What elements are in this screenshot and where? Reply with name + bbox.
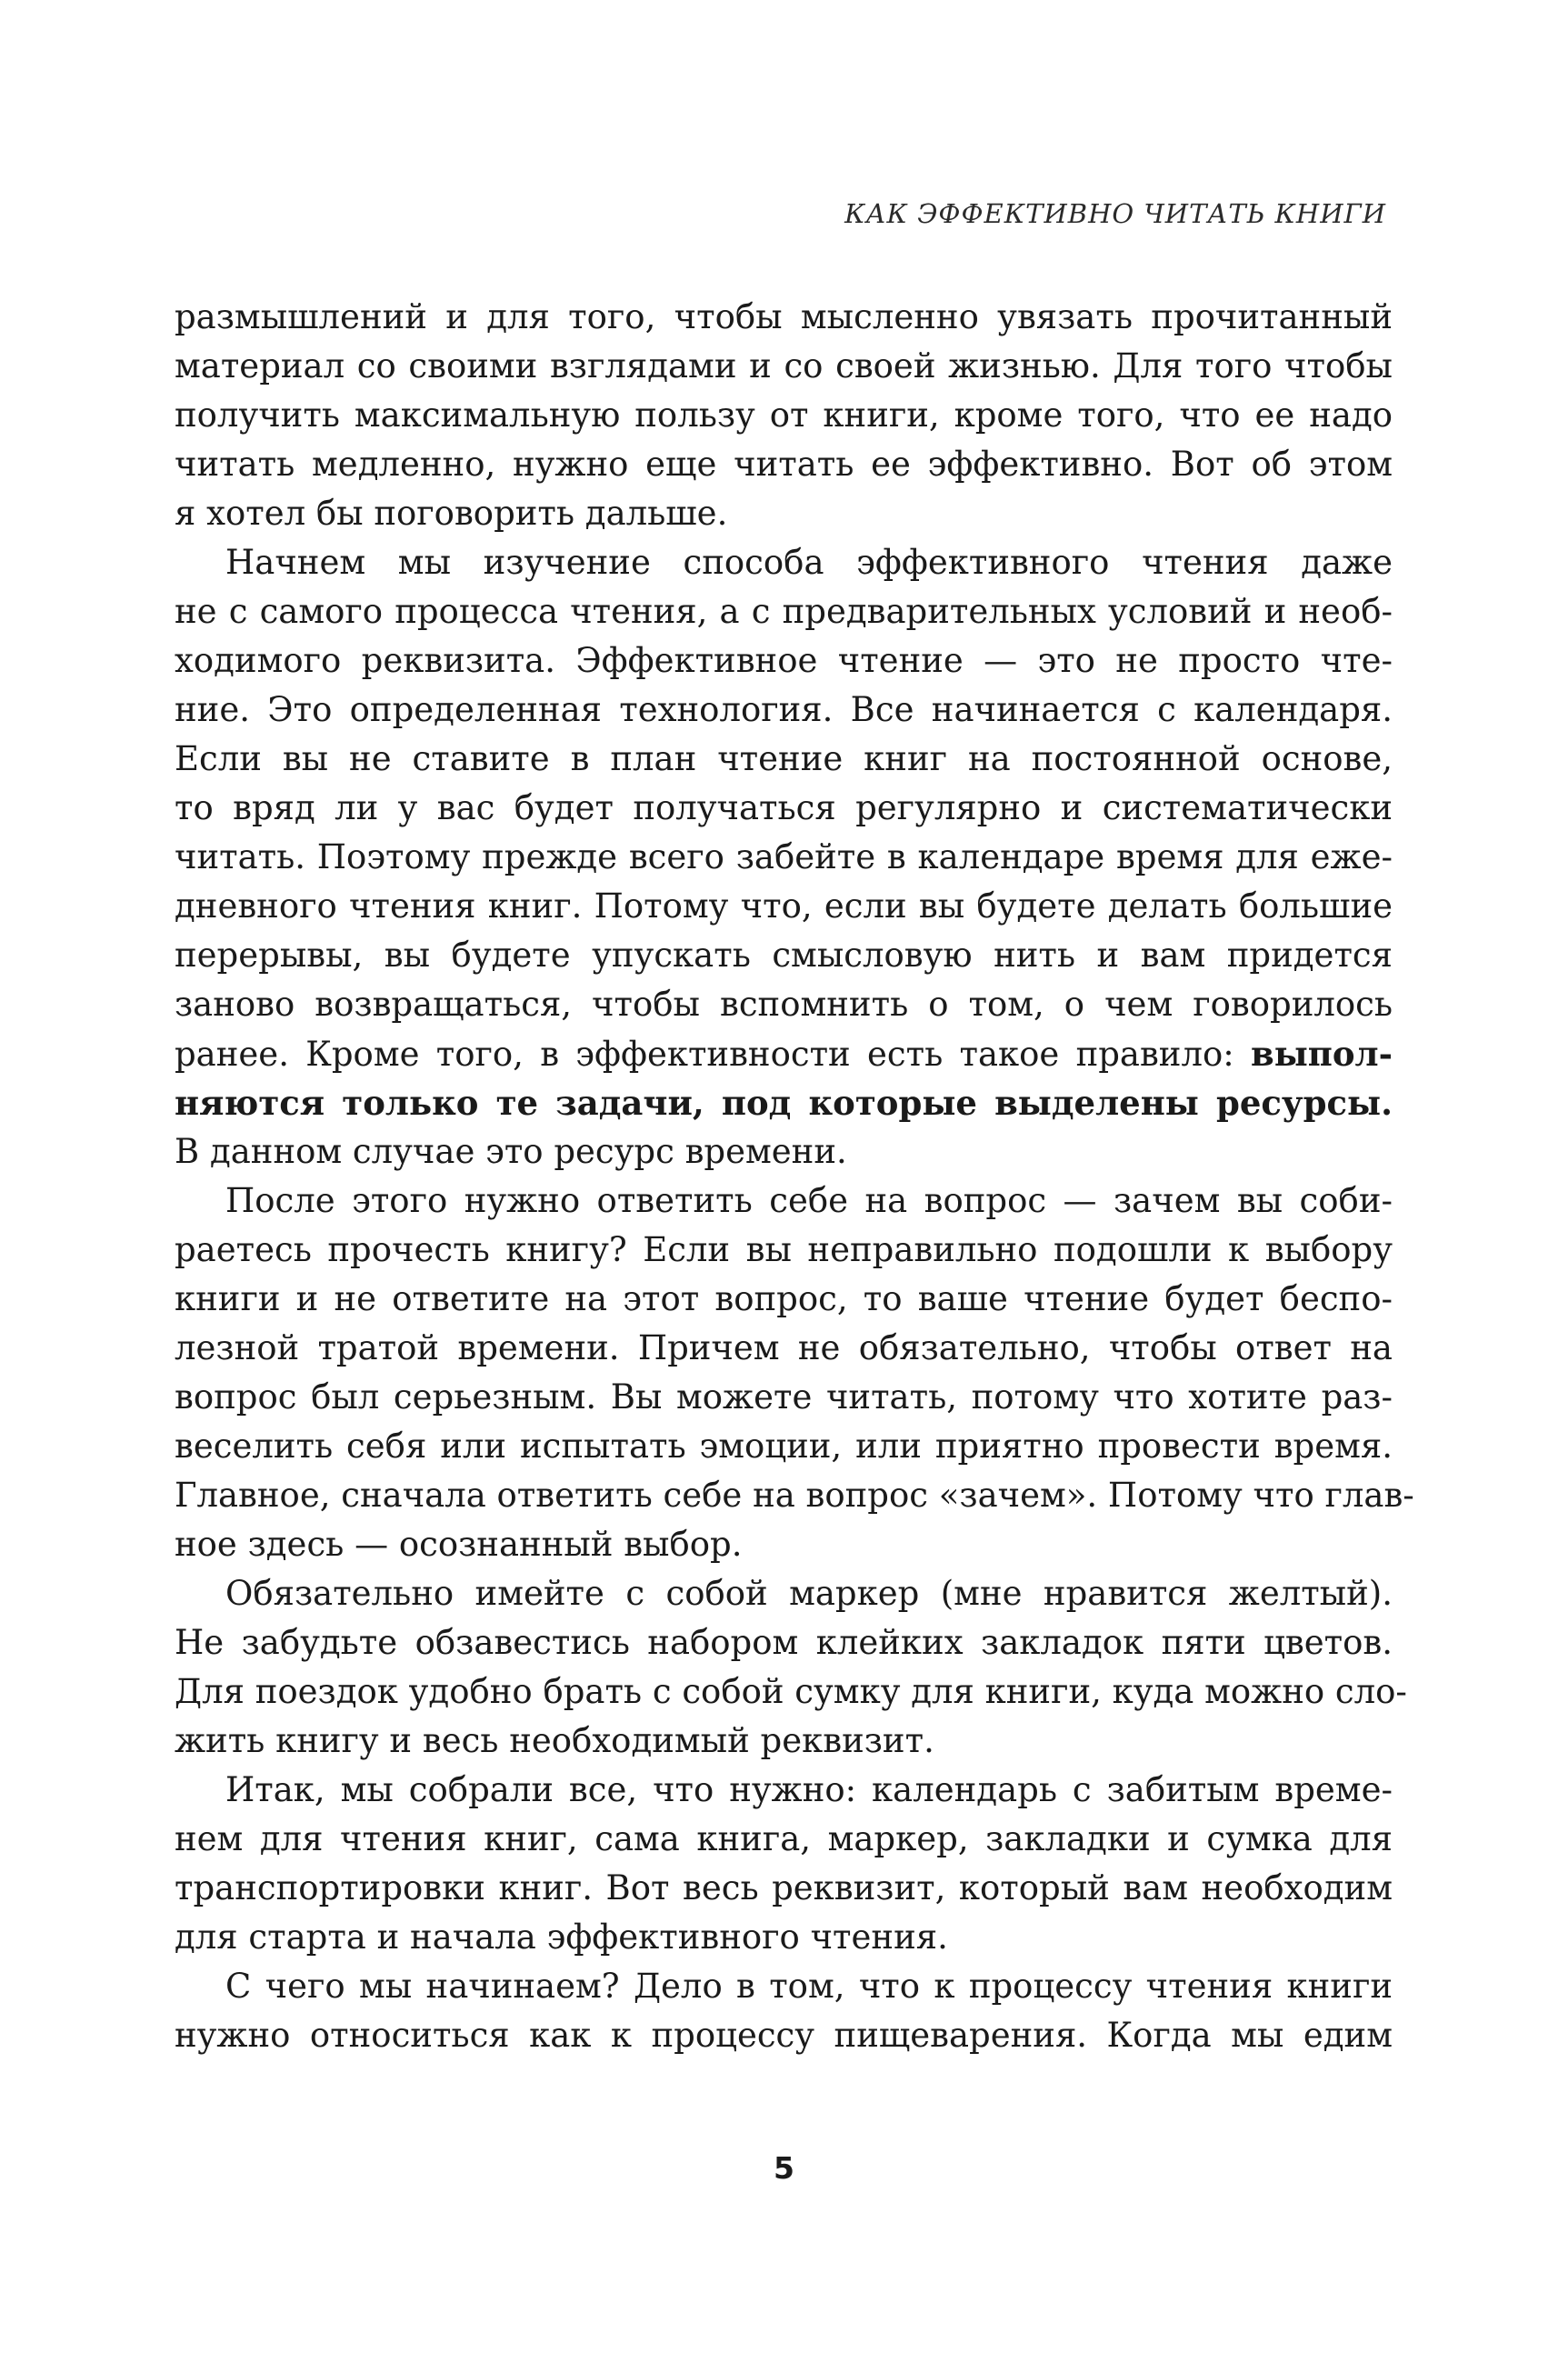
text-line: нужно относиться как к процессу пищеварения. Когда мы едим (175, 2016, 1393, 2055)
text-line: лезной тратой времени. Причем не обязательно, чтобы ответ на (175, 1328, 1393, 1367)
text-line: Начнем мы изучение способа эффективного чтения даже (225, 543, 1393, 582)
text-line: Главное, сначала ответить себе на вопрос «зачем». Потому что глав- (175, 1476, 1414, 1515)
paragraph-1 (175, 293, 1393, 538)
emphasis-text: выпол- (1250, 1034, 1393, 1074)
text-line: книги и не ответите на этот вопрос, то ваше чтение будет беспо- (175, 1279, 1393, 1318)
text-segment: ранее. Кроме того, в эффективности есть такое правило: (175, 1035, 1251, 1074)
text-line: ное здесь — осознанный выбор. (175, 1525, 743, 1564)
running-header: КАК ЭФФЕКТИВНО ЧИТАТЬ КНИГИ (844, 198, 1386, 229)
paragraph-4 (175, 1569, 1407, 1766)
text-line: жить книгу и весь необходимый реквизит. (175, 1721, 934, 1760)
paragraph-3 (175, 1176, 1414, 1569)
text-line: Обязательно имейте с собой маркер (мне нравится желтый). (225, 1574, 1393, 1613)
text-line: В данном случае это ресурс времени. (175, 1132, 847, 1171)
text-line: После этого нужно ответить себе на вопрос — зачем вы соби- (225, 1181, 1393, 1220)
text-line: ние. Это определенная технология. Все начинается с календаря. (175, 690, 1393, 729)
text-line: вопрос был серьезным. Вы можете читать, потому что хотите раз- (175, 1377, 1393, 1417)
emphasis-text: няются только те задачи, под которые выделены ресурсы. (175, 1083, 1393, 1123)
text-line: то вряд ли у вас будет получаться регулярно и систематически (175, 788, 1393, 827)
text-line: для старта и начала эффективного чтения. (175, 1917, 948, 1957)
text-line-mixed (175, 1029, 1393, 1078)
text-line: ходимого реквизита. Эффективное чтение — это не просто чте- (175, 641, 1393, 680)
text-line: Не забудьте обзавестись набором клейких закладок пяти цветов. (175, 1623, 1393, 1662)
text-line (175, 1078, 1393, 1127)
paragraph-2 (175, 538, 1393, 1176)
text-line: материал со своими взглядами и со своей жизнью. Для того чтобы (175, 346, 1393, 385)
text-line: раетесь прочесть книгу? Если вы неправильно подошли к выбору (175, 1230, 1393, 1269)
text-line: транспортировки книг. Вот весь реквизит, который вам необходим (175, 1868, 1393, 1907)
text-line: заново возвращаться, чтобы вспомнить о том, о чем говорилось (175, 985, 1393, 1024)
text-line: размышлений и для того, чтобы мысленно увязать прочитанный (175, 297, 1393, 336)
paragraph-6 (175, 1962, 1393, 2060)
text-line: нем для чтения книг, сама книга, маркер, закладки и сумка для (175, 1819, 1393, 1858)
text-line: Если вы не ставите в план чтение книг на постоянной основе, (175, 739, 1393, 778)
text-line: Для поездок удобно брать с собой сумку для книги, куда можно сло- (175, 1672, 1407, 1711)
page-number: 5 (774, 2150, 794, 2186)
text-line: я хотел бы поговорить дальше. (175, 494, 728, 533)
text-line: читать медленно, нужно еще читать ее эффективно. Вот об этом (175, 445, 1393, 484)
text-line: перерывы, вы будете упускать смысловую нить и вам придется (175, 936, 1393, 975)
text-line: дневного чтения книг. Потому что, если вы будете делать большие (175, 886, 1393, 926)
paragraph-5 (175, 1766, 1393, 1962)
text-line: не с самого процесса чтения, а с предварительных условий и необ- (175, 592, 1393, 631)
text-line: С чего мы начинаем? Дело в том, что к процессу чтения книги (225, 1967, 1393, 2006)
body-text (175, 293, 1414, 2060)
text-line: веселить себя или испытать эмоции, или приятно провести время. (175, 1427, 1393, 1466)
text-line: читать. Поэтому прежде всего забейте в календаре время для еже- (175, 837, 1393, 876)
text-line: получить максимальную пользу от книги, кроме того, что ее надо (175, 396, 1393, 435)
text-line: Итак, мы собрали все, что нужно: календарь с забитым време- (225, 1770, 1393, 1809)
